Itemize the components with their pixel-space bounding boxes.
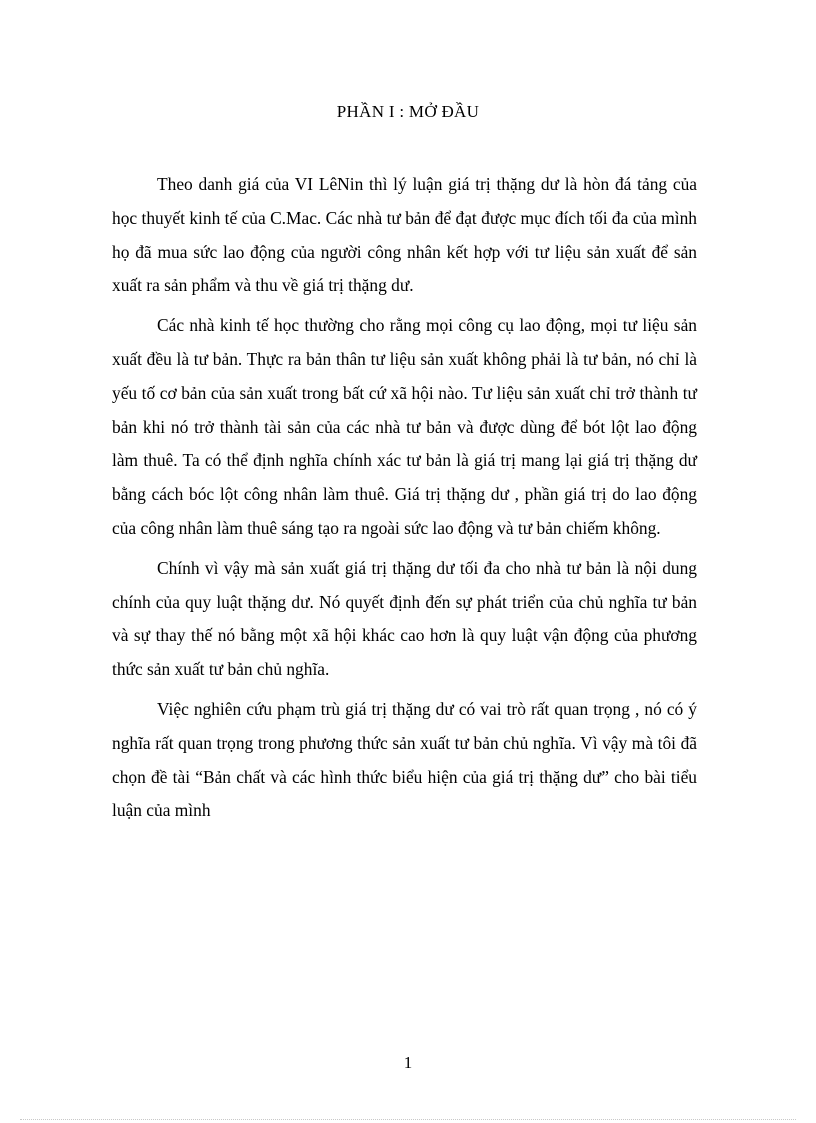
paragraph-3: Chính vì vậy mà sản xuất giá trị thặng dư tối đa cho nhà tư bản là nội dung chính của quy luật thặng dư. Nó quyết định đến sự phát triển của chủ nghĩa tư bản và sự thay thế nó bằng một xã hội khác cao hơn là quy luật vận động của phương thức sản xuất tư bản chủ nghĩa. (112, 557, 697, 680)
page-number: 1 (403, 1053, 413, 1072)
section-heading: PHẦN I : MỞ ĐẦU (336, 102, 480, 121)
paragraph-2: Các nhà kinh tế học thường cho rằng mọi công cụ lao động, mọi tư liệu sản xuất đều là tư bản. Thực ra bản thân tư liệu sản xuất không phải là tư bản, nó chỉ là yếu tố cơ bản của sản xuất trong bất cứ xã hội nào. Tư liệu sản xuất chỉ trở thành tư bản khi nó trở thành tài sản của các nhà tư bản và được dùng để bót lột lao động làm thuê. Ta có thể định nghĩa chính xác tư bản là giá trị mang lại giá trị thặng dư bằng cách bóc lột công nhân làm thuê. Giá trị thặng dư , phần giá trị do lao động của công nhân làm thuê sáng tạo ra ngoài sức lao động và tư bản chiếm không. (112, 315, 697, 538)
paragraph-1: Theo danh giá của VI LêNin thì lý luận giá trị thặng dư là hòn đá tảng của học thuyết kinh tế của C.Mac. Các nhà tư bản để đạt được mục đích tối đa của mình họ đã mua sức lao động của người công nhân kết hợp với tư liệu sản xuất để sản xuất ra sản phẩm và thu về giá trị thặng dư. (112, 174, 697, 296)
paragraph-4: Việc nghiên cứu phạm trù giá trị thặng dư có vai trò rất quan trọng , nó có ý nghĩa rất quan trọng trong phương thức sản xuất tư bản chủ nghĩa. Vì vậy mà tôi đã chọn đề tài “Bản chất và các hình thức biểu hiện của giá trị thặng dư” cho bài tiểu luận của mình (112, 698, 697, 821)
page-bottom-divider (20, 1119, 796, 1120)
body-text (112, 168, 697, 834)
